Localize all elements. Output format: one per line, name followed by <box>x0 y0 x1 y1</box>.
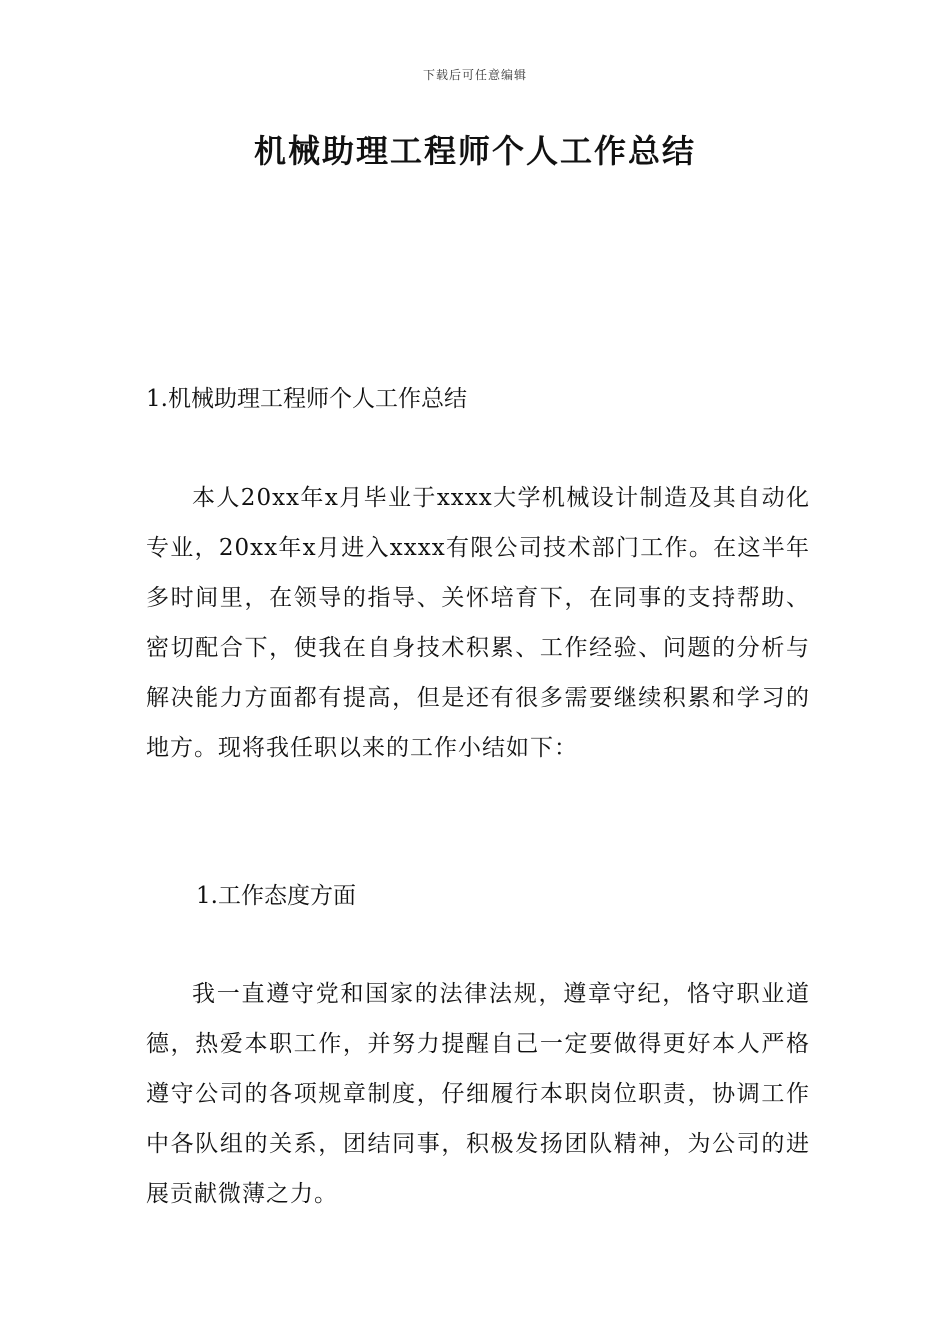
subheading-work-attitude: 1.工作态度方面 <box>196 883 356 909</box>
work-attitude-paragraph: 我一直遵守党和国家的法律法规，遵章守纪，恪守职业道德，热爱本职工作，并努力提醒自己一定要做得更好本人严格遵守公司的各项规章制度，仔细履行本职岗位职责，协调工作中各队组的关系，团结同事，积极发扬团队精神，为公司的进展贡献微薄之力。 <box>146 981 810 1207</box>
page-header-note: 下载后可任意编辑 <box>422 68 527 82</box>
document-title: 机械助理工程师个人工作总结 <box>253 132 696 170</box>
section-heading: 1.机械助理工程师个人工作总结 <box>146 386 467 412</box>
intro-paragraph: 本人20xx年x月毕业于xxxx大学机械设计制造及其自动化专业，20xx年x月进入xxxx有限公司技术部门工作。在这半年多时间里，在领导的指导、关怀培育下，在同事的支持帮助、密切配合下，使我在自身技术积累、工作经验、问题的分析与解决能力方面都有提高，但是还有很多需要继续积累和学习的地方。现将我任职以来的工作小结如下： <box>146 485 810 761</box>
